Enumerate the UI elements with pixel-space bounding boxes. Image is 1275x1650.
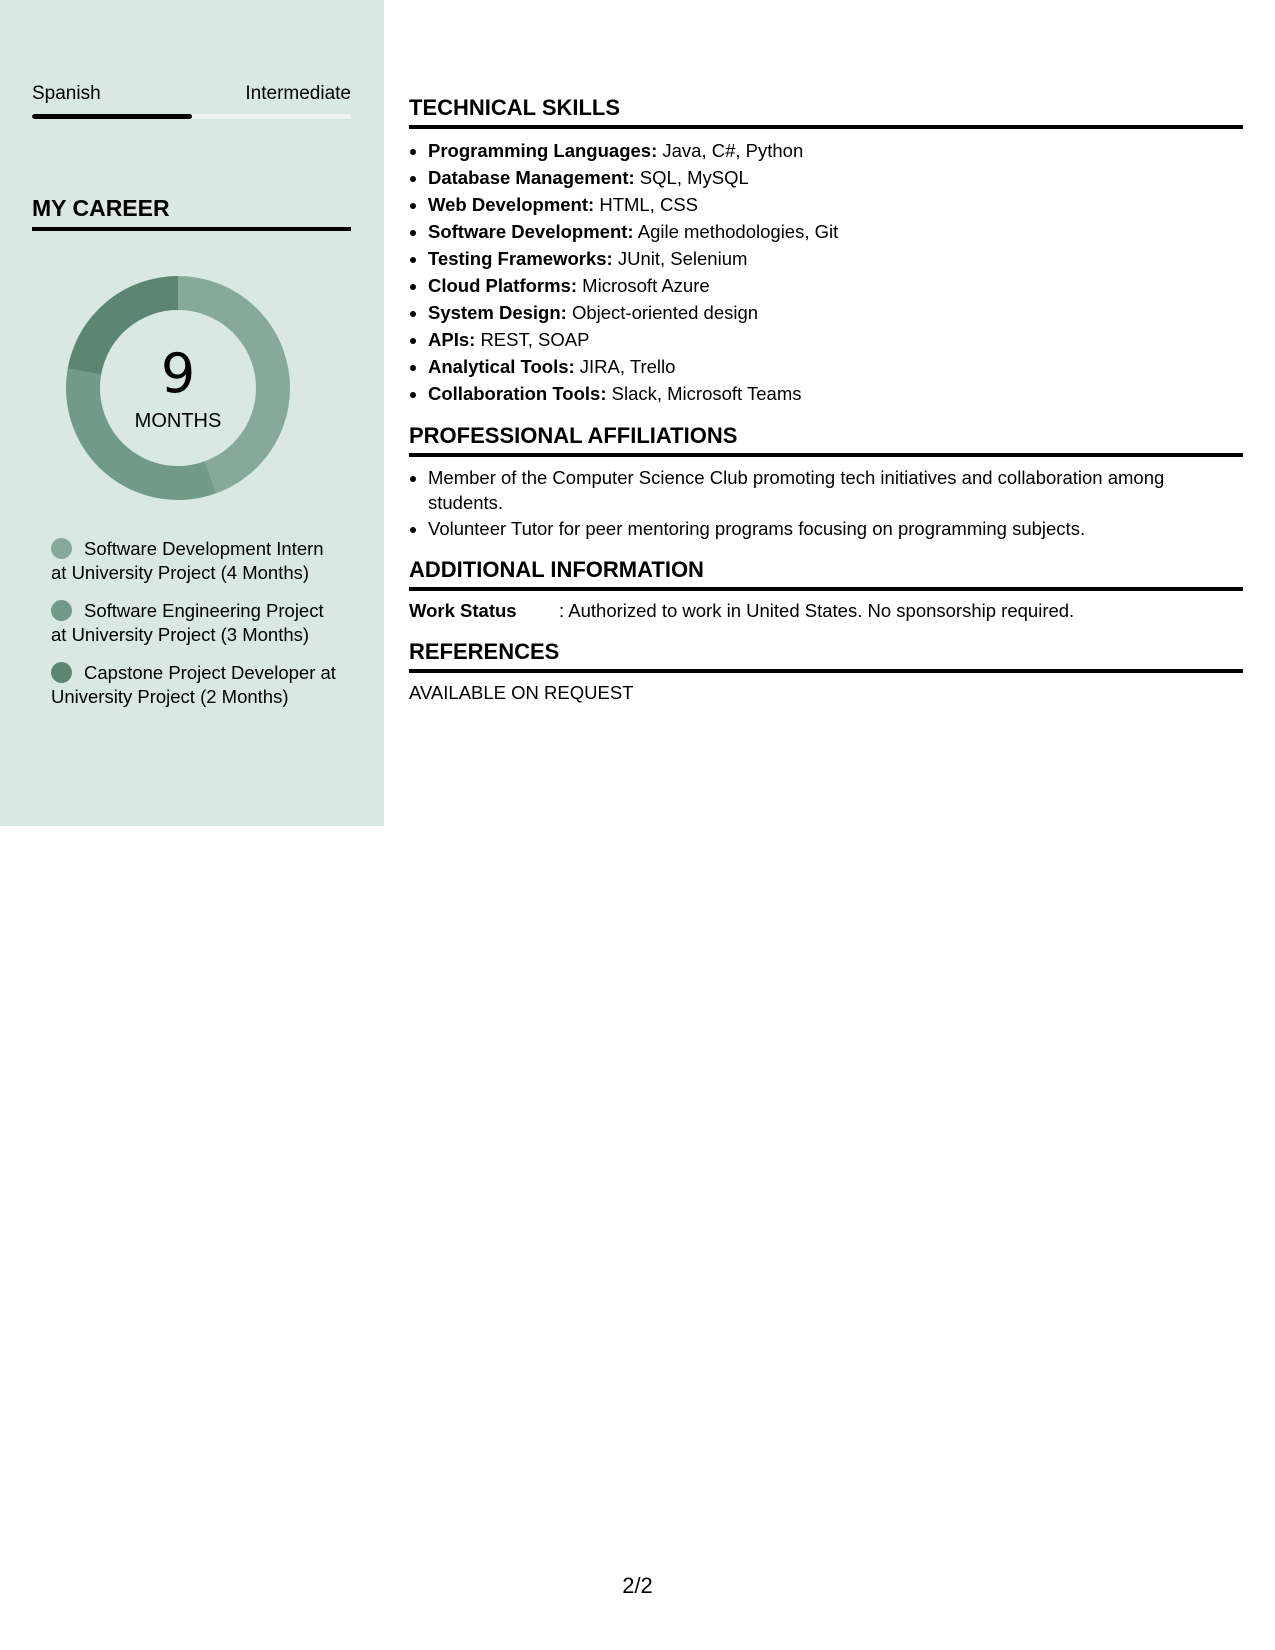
skill-value: REST, SOAP [480, 329, 590, 350]
references-heading: REFERENCES [409, 638, 1243, 673]
skill-value: SQL, MySQL [639, 167, 749, 188]
skill-item [428, 326, 1243, 353]
technical-skills-heading: TECHNICAL SKILLS [409, 94, 1243, 129]
career-legend [51, 537, 341, 723]
references-text: AVAILABLE ON REQUEST [409, 682, 634, 703]
language-name: Spanish [32, 83, 101, 104]
career-legend-label: Capstone Project Developer at University Project (2 Months) [51, 662, 336, 707]
skill-value: HTML, CSS [599, 194, 699, 215]
career-legend-label: Software Engineering Project at University Project (3 Months) [51, 600, 324, 645]
skill-label: APIs: [428, 329, 476, 350]
technical-skills-section [409, 94, 1243, 407]
legend-color-dot [51, 662, 72, 683]
career-legend-label: Software Development Intern at University Project (4 Months) [51, 538, 324, 583]
skill-item [428, 380, 1243, 407]
work-status-label: Work Status [409, 600, 517, 621]
skill-item [428, 299, 1243, 326]
affiliations-section [409, 422, 1243, 541]
career-legend-item [51, 599, 341, 647]
skill-label: Programming Languages: [428, 140, 658, 161]
skill-label: Analytical Tools: [428, 356, 575, 377]
skill-item [428, 137, 1243, 164]
skill-item [428, 245, 1243, 272]
skill-label: Cloud Platforms: [428, 275, 578, 296]
skill-value: Agile methodologies, Git [637, 221, 839, 242]
affiliation-item: • Volunteer Tutor for peer mentoring programs focusing on programming subjects. [428, 516, 1243, 541]
skill-value: Microsoft Azure [582, 275, 710, 296]
skill-item [428, 272, 1243, 299]
skill-item [428, 353, 1243, 380]
work-status-value: : Authorized to work in United States. No sponsorship required. [559, 600, 1075, 621]
affiliation-item: • Member of the Computer Science Club promoting tech initiatives and collaboration among students. [428, 465, 1243, 515]
skill-value: Java, C#, Python [662, 140, 804, 161]
technical-skills-list [409, 137, 1243, 407]
affiliations-list [409, 465, 1243, 541]
skill-label: System Design: [428, 302, 567, 323]
career-legend-item [51, 537, 341, 585]
skill-value: Slack, Microsoft Teams [611, 383, 802, 404]
work-status-row [409, 599, 1243, 623]
main-content [409, 94, 1243, 720]
career-heading: MY CAREER [32, 194, 351, 231]
skill-item [428, 218, 1243, 245]
language-proficiency-bar [32, 114, 351, 119]
skill-label: Testing Frameworks: [428, 248, 613, 269]
skill-label: Software Development: [428, 221, 634, 242]
skill-label: Collaboration Tools: [428, 383, 607, 404]
sidebar [0, 0, 384, 826]
career-legend-item [51, 661, 341, 709]
skill-label: Database Management: [428, 167, 635, 188]
career-total-number: 9 [160, 342, 196, 405]
skill-value: Object-oriented design [571, 302, 759, 323]
additional-info-heading: ADDITIONAL INFORMATION [409, 556, 1243, 591]
career-total-unit: MONTHS [134, 410, 222, 432]
language-proficiency-fill [32, 114, 192, 119]
references-section [409, 638, 1243, 705]
page-number: 2/2 [622, 1573, 653, 1598]
affiliations-heading: PROFESSIONAL AFFILIATIONS [409, 422, 1243, 457]
skill-label: Web Development: [428, 194, 595, 215]
skill-value: JUnit, Selenium [617, 248, 748, 269]
skill-value: JIRA, Trello [579, 356, 676, 377]
skill-item [428, 191, 1243, 218]
language-level: Intermediate [245, 83, 351, 104]
legend-color-dot [51, 600, 72, 621]
skill-item [428, 164, 1243, 191]
legend-color-dot [51, 538, 72, 559]
additional-info-section [409, 556, 1243, 623]
career-donut-chart [64, 274, 292, 502]
